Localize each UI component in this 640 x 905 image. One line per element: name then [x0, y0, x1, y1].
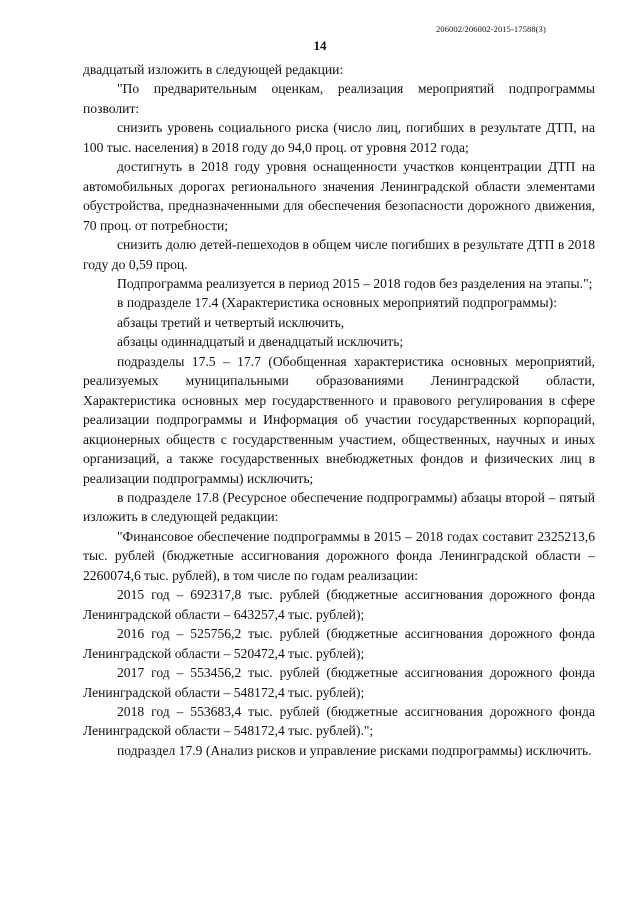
paragraph: подразделы 17.5 – 17.7 (Обобщенная характеристика основных мероприятий, реализуемых муниципальными образованиями Ленинградской области, Характеристика основных мер государственного и правового регулирования в сфере реализации подпрограммы и Информация об участии государственных корпораций, акционерных обществ с государственным участием, общественных, научных и иных организаций, а также государственных внебюджетных фондов и физических лиц в реализации подпрограммы) исключить; — [83, 353, 595, 486]
paragraph: 2017 год – 553456,2 тыс. рублей (бюджетные ассигнования дорожного фонда Ленинградской области – 548172,4 тыс. рублей); — [83, 665, 595, 700]
paragraph: достигнуть в 2018 году уровня оснащенности участков концентрации ДТП на автомобильных дорогах регионального значения Ленинградской области элементами обустройства, предназначенными для обеспечения безопасности дорожного движения, 70 проц. от потребности; — [83, 159, 595, 233]
paragraph: "Финансовое обеспечение подпрограммы в 2015 – 2018 годах составит 2325213,6 тыс. рублей (бюджетные ассигнования дорожного фонда Ленинградской области – 2260074,6 тыс. рублей), в том числе по годам реализации: — [83, 528, 595, 583]
paragraph: 2018 год – 553683,4 тыс. рублей (бюджетные ассигнования дорожного фонда Ленинградской области – 548172,4 тыс. рублей)."; — [83, 703, 595, 739]
paragraph: в подразделе 17.4 (Характеристика основных мероприятий подпрограммы): — [117, 295, 557, 311]
paragraph: абзацы одиннадцатый и двенадцатый исключить; — [117, 334, 404, 350]
document-id: 206002/206002-2015-17588(3) — [436, 24, 546, 34]
paragraph: абзацы третий и четвертый исключить, — [117, 314, 345, 330]
paragraph: в подразделе 17.8 (Ресурсное обеспечение подпрограммы) абзацы второй – пятый изложить в следующей редакции: — [83, 489, 595, 525]
paragraph: "По предварительным оценкам, реализация мероприятий подпрограммы позволит: — [83, 81, 595, 116]
paragraph: двадцатый изложить в следующей редакции: — [83, 62, 344, 77]
page-number: 14 — [313, 38, 327, 53]
paragraph: снизить долю детей-пешеходов в общем числе погибших в результате ДТП в 2018 году до 0,59 проц. — [83, 237, 595, 272]
paragraph: 2015 год – 692317,8 тыс. рублей (бюджетные ассигнования дорожного фонда Ленинградской области – 643257,4 тыс. рублей); — [83, 587, 595, 622]
document-body — [83, 60, 595, 760]
paragraph: Подпрограмма реализуется в период 2015 – 2018 годов без разделения на этапы."; — [117, 275, 593, 291]
paragraph: 2016 год – 525756,2 тыс. рублей (бюджетные ассигнования дорожного фонда Ленинградской области – 520472,4 тыс. рублей); — [83, 626, 595, 661]
paragraph: подраздел 17.9 (Анализ рисков и управление рисками подпрограммы) исключить. — [117, 742, 592, 758]
paragraph: снизить уровень социального риска (число лиц, погибших в результате ДТП, на 100 тыс. населения) в 2018 году до 94,0 проц. от уровня 2012 года; — [83, 120, 595, 155]
